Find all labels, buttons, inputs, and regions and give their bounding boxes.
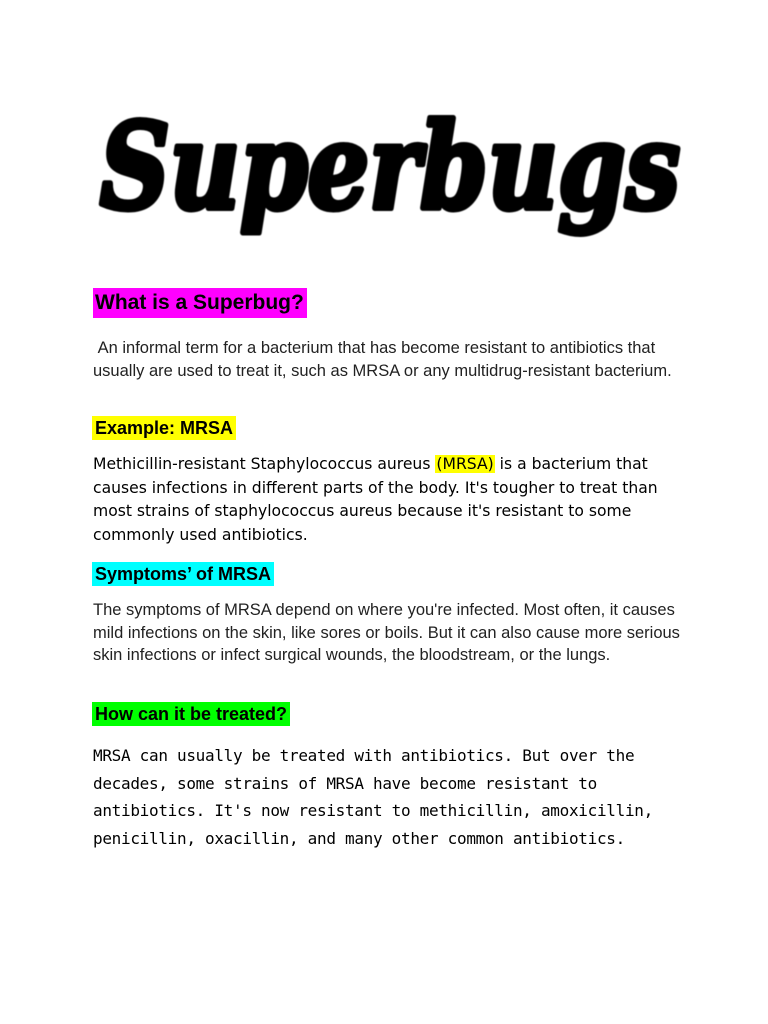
treatment-paragraph: MRSA can usually be treated with antibiotics. But over the decades, some strains of MRSA have become resistant to antibiotics. It's now resistant to methicillin, amoxicillin, penicillin, oxacillin, and many other common antibiotics.	[93, 746, 653, 848]
heading-example-mrsa: Example: MRSA	[92, 416, 236, 440]
heading-what-is-superbug: What is a Superbug?	[93, 288, 307, 318]
superbugs-title-wordart	[96, 97, 686, 248]
heading-treatment: How can it be treated?	[92, 702, 290, 726]
title-text: Superbugs	[100, 97, 680, 236]
mrsa-abbreviation-highlight: (MRSA)	[436, 455, 494, 473]
definition-text: An informal term for a bacterium that has become resistant to antibiotics that usually are used to treat it, such as MRSA or any multidrug-resistant bacterium.	[93, 339, 672, 380]
mrsa-text-end: is a bacterium that causes infections in different parts of the body. It's tougher to treat than most strains of staphylococcus aureus because it's resistant to some commonly used antibiotics.	[93, 455, 658, 544]
mrsa-paragraph	[93, 453, 683, 547]
symptoms-paragraph: The symptoms of MRSA depend on where you're infected. Most often, it causes mild infections on the skin, like sores or boils. But it can also cause more serious skin infections or infect surgical wounds, the bloodstream, or the lungs.	[93, 601, 680, 664]
definition-paragraph	[93, 337, 693, 382]
mrsa-text-start: Methicillin-resistant Staphylococcus aureus	[93, 455, 436, 473]
heading-symptoms: Symptoms’ of MRSA	[92, 562, 274, 586]
